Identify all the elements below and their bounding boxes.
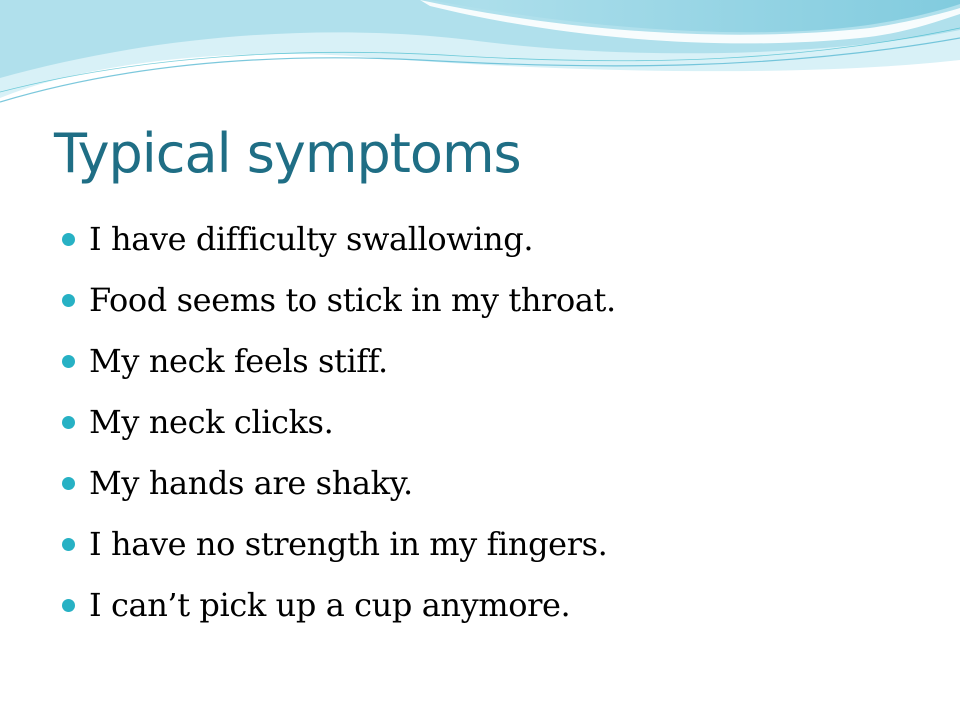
bullet-item [62, 210, 616, 271]
bullet-item [62, 332, 616, 393]
bullet-dot-icon [62, 355, 75, 368]
bullet-text: My neck clicks. [89, 403, 334, 441]
bullet-list [62, 210, 616, 637]
bullet-text: My hands are shaky. [89, 464, 413, 502]
bullet-text: Food seems to stick in my throat. [89, 281, 616, 319]
bullet-text: I have no strength in my fingers. [89, 525, 608, 563]
bullet-text: I can’t pick up a cup anymore. [89, 586, 571, 624]
header-wave-decoration [0, 0, 960, 120]
bullet-item [62, 393, 616, 454]
bullet-dot-icon [62, 599, 75, 612]
bullet-item [62, 271, 616, 332]
bullet-dot-icon [62, 294, 75, 307]
bullet-text: I have difficulty swallowing. [89, 220, 534, 258]
bullet-item [62, 454, 616, 515]
slide-title: Typical symptoms [54, 122, 521, 185]
bullet-text: My neck feels stiff. [89, 342, 388, 380]
bullet-dot-icon [62, 538, 75, 551]
bullet-dot-icon [62, 477, 75, 490]
bullet-dot-icon [62, 233, 75, 246]
bullet-item [62, 515, 616, 576]
bullet-item [62, 576, 616, 637]
bullet-dot-icon [62, 416, 75, 429]
